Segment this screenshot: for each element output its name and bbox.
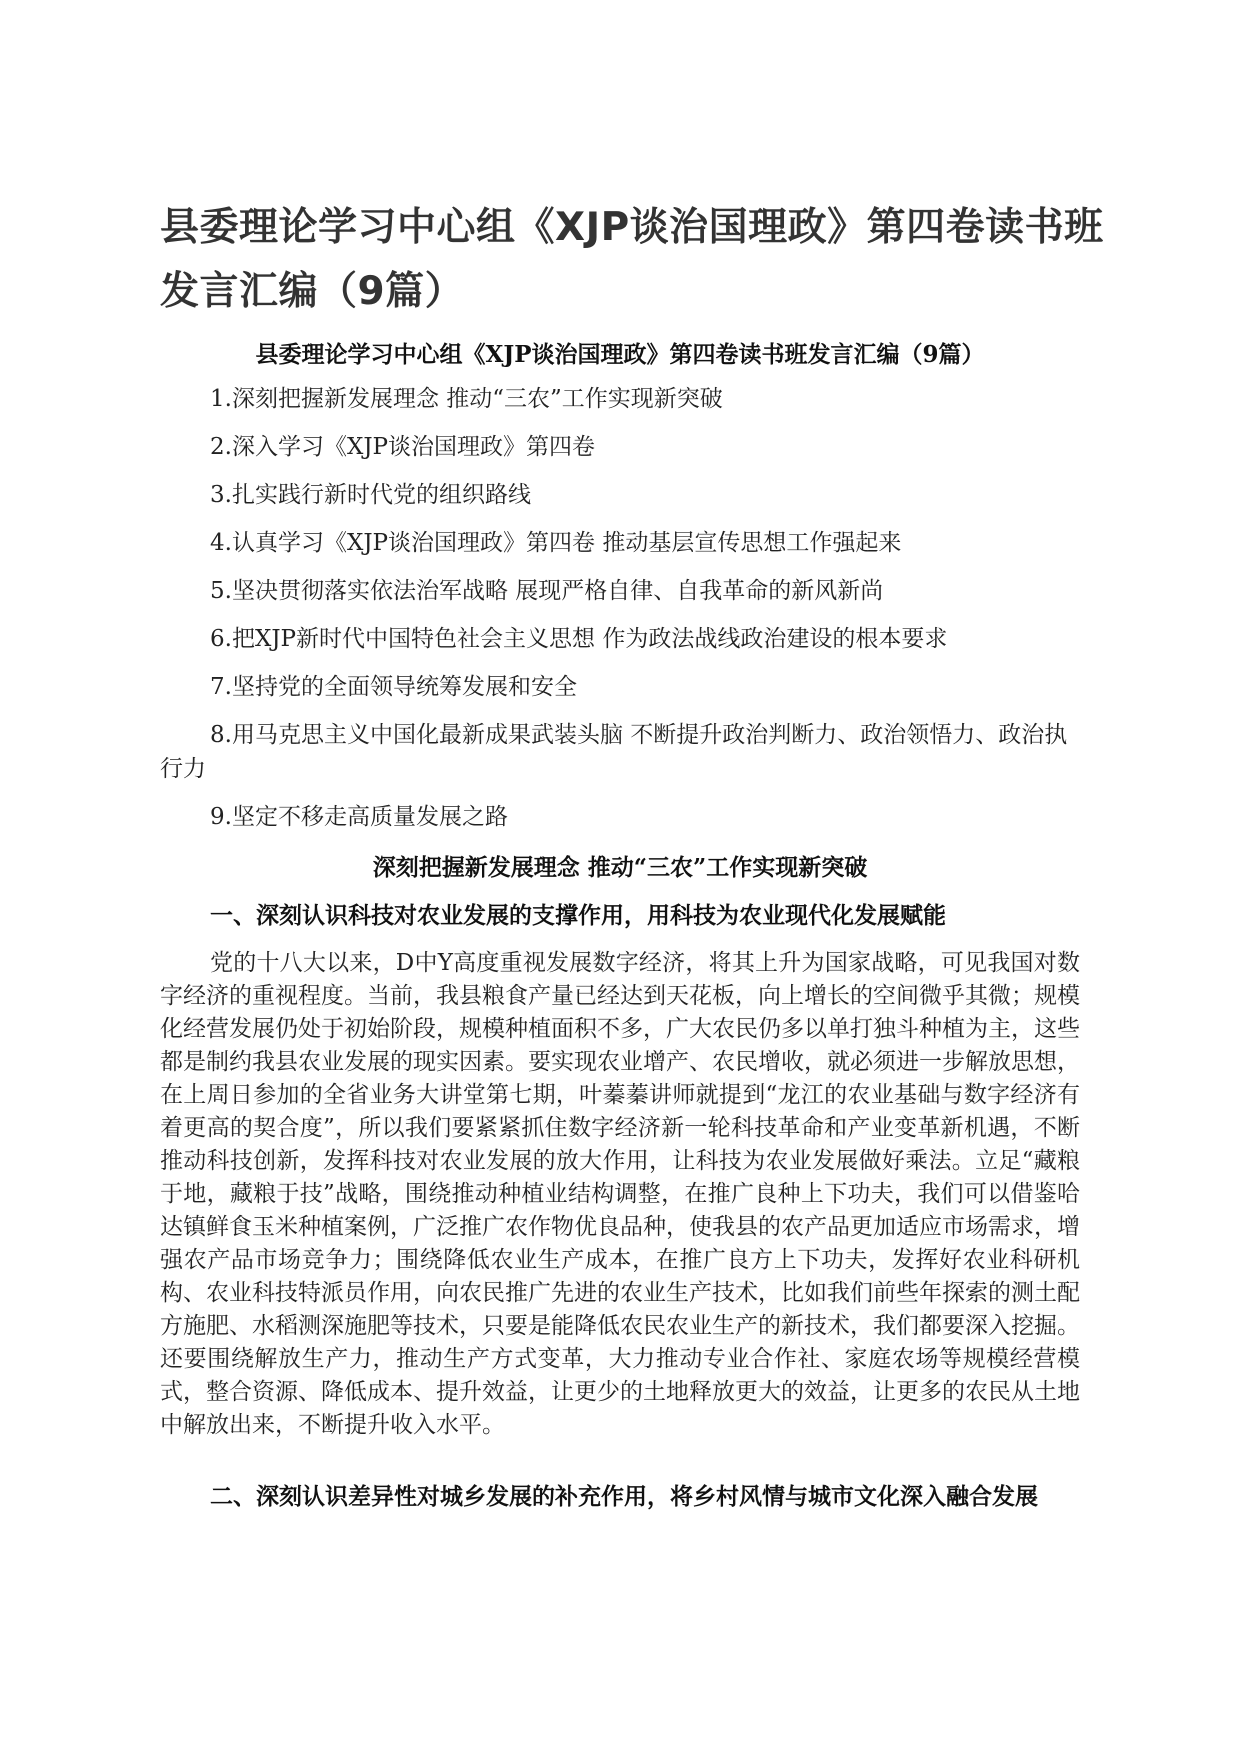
toc-item-1: 1.深刻把握新发展理念 推动“三农”工作实现新突破 bbox=[210, 386, 723, 412]
toc-item-6: 6.把XJP新时代中国特色社会主义思想 作为政法战线政治建设的根本要求 bbox=[210, 626, 948, 652]
toc-item-4: 4.认真学习《XJP谈治国理政》第四卷 推动基层宣传思想工作强起来 bbox=[210, 530, 902, 556]
point-1-body-paragraph: 党的十八大以来，D中Y高度重视发展数字经济，将其上升为国家战略，可见我国对数字经济的重视程度。当前，我县粮食产量已经达到天花板，向上增长的空间微乎其微；规模化经营发展仍处于初始阶段，规模种植面积不多，广大农民仍多以单打独斗种植为主，这些都是制约我县农业发展的现实因素。要实现农业增产、农民增收，就必须进一步解放思想，在上周日参加的全省业务大讲堂第七期，叶蓁蓁讲师就提到“龙江的农业基础与数字经济有着更高的契合度”，所以我们要紧紧抓住数字经济新一轮科技革命和产业变革新机遇，不断推动科技创新，发挥科技对农业发展的放大作用，让科技为农业发展做好乘法。立足“藏粮于地，藏粮于技”战略，围绕推动种植业结构调整，在推广良种上下功夫，我们可以借鉴哈达镇鲜食玉米种植案例，广泛推广农作物优良品种，使我县的农产品更加适应市场需求，增强农产品市场竞争力；围绕降低农业生产成本，在推广良方上下功夫，发挥好农业科研机构、农业科技特派员作用，向农民推广先进的农业生产技术，比如我们前些年探索的测土配方施肥、水稻测深施肥等技术，只要是能降低农民农业生产的新技术，我们都要深入挖掘。还要围绕解放生产力，推动生产方式变革，大力推动专业合作社、家庭农场等规模经营模式，整合资源、降低成本、提升效益，让更少的土地释放更大的效益，让更多的农民从土地中解放出来，不断提升收入水平。 bbox=[160, 950, 1080, 1438]
toc-item-8: 8.用马克思主义中国化最新成果武装头脑 不断提升政治判断力、政治领悟力、政治执行力 bbox=[160, 722, 1068, 782]
section-heading: 深刻把握新发展理念 推动“三农”工作实现新突破 bbox=[372, 854, 868, 881]
table-of-contents bbox=[160, 382, 1080, 848]
toc-item-2: 2.深入学习《XJP谈治国理政》第四卷 bbox=[210, 434, 596, 460]
point-1-heading: 一、深刻认识科技对农业发展的支撑作用，用科技为农业现代化发展赋能 bbox=[210, 902, 946, 929]
point-2-heading: 二、深刻认识差异性对城乡发展的补充作用，将乡村风情与城市文化深入融合发展 bbox=[210, 1483, 1038, 1510]
toc-item-9: 9.坚定不移走高质量发展之路 bbox=[210, 804, 508, 830]
toc-item-5: 5.坚决贯彻落实依法治军战略 展现严格自律、自我革命的新风新尚 bbox=[210, 578, 884, 604]
document-subtitle: 县委理论学习中心组《XJP谈治国理政》第四卷读书班发言汇编（9篇） bbox=[255, 341, 985, 368]
toc-item-3: 3.扎实践行新时代党的组织路线 bbox=[210, 482, 531, 508]
toc-item-7: 7.坚持党的全面领导统筹发展和安全 bbox=[210, 674, 577, 700]
document-title: 县委理论学习中心组《XJP谈治国理政》第四卷读书班发言汇编（9篇） bbox=[160, 205, 1104, 314]
